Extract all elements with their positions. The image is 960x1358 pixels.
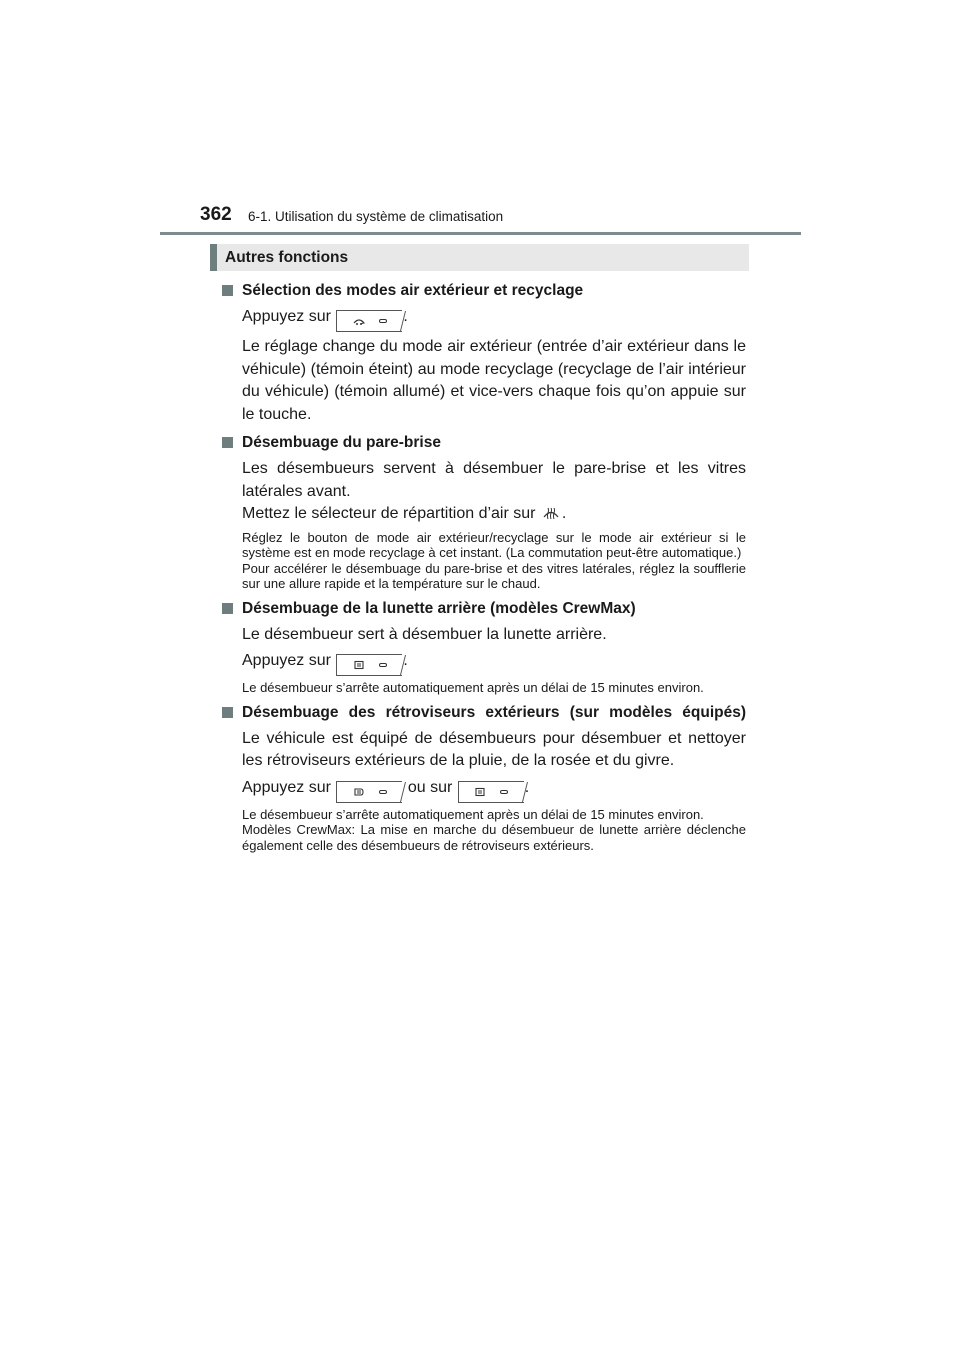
topic-recycle bbox=[222, 280, 746, 426]
header-divider bbox=[160, 232, 801, 235]
topic-title: Désembuage du pare-brise bbox=[222, 432, 746, 454]
section-title: Autres fonctions bbox=[225, 248, 349, 266]
rear-window-defogger-icon bbox=[353, 660, 365, 670]
topic-title: Désembuage des rétroviseurs extérieurs (sur modèles équipés) bbox=[222, 702, 746, 724]
rear-window-defogger-icon bbox=[474, 787, 486, 797]
windshield-defroster-icon bbox=[542, 505, 560, 521]
description: Le désembueur sert à désembuer la lunette arrière. bbox=[242, 625, 607, 643]
bullet-square bbox=[222, 603, 233, 614]
note: Pour accélérer le désembuage du pare-brise et des vitres latérales, réglez la soufflerie sur une allure rapide et la température sur le chaud. bbox=[242, 560, 746, 591]
indicator-light-icon bbox=[379, 663, 387, 667]
mirror-defogger-icon bbox=[353, 787, 365, 797]
rear-defogger-button[interactable] bbox=[458, 781, 524, 803]
indicator-light-icon bbox=[500, 790, 508, 794]
note: Le désembueur s’arrête automatiquement après un délai de 15 minutes environ. bbox=[242, 680, 704, 695]
note: Le désembueur s’arrête automatiquement après un délai de 15 minutes environ. bbox=[242, 806, 704, 822]
topic-rear-defog bbox=[222, 598, 746, 696]
section-header bbox=[210, 244, 749, 271]
description: Le réglage change du mode air extérieur (entrée d’air extérieur dans le véhicule) (témoin éteint) au mode recyclage (recyclage de l’air intérieur du véhicule) (témoin allumé) et vice-vers chaque fois qu’on appuie sur le touche. bbox=[242, 338, 746, 423]
instruction: Appuyez sur ou sur . bbox=[222, 777, 746, 803]
rear-defogger-button[interactable] bbox=[336, 654, 402, 676]
page-number: 362 bbox=[200, 204, 232, 225]
bullet-square bbox=[222, 707, 233, 718]
note: Modèles CrewMax: La mise en marche du désembueur de lunette arrière déclenche également celle des désembueurs de rétroviseurs extérieurs. bbox=[242, 822, 746, 853]
instruction: Appuyez sur . bbox=[222, 306, 746, 332]
recirculation-button[interactable] bbox=[336, 310, 402, 332]
indicator-light-icon bbox=[379, 790, 387, 794]
page-content bbox=[222, 276, 746, 859]
note: Réglez le bouton de mode air extérieur/recyclage sur le mode air extérieur si le système est en mode recyclage à cet instant. (La commutation peut-être automatique.) bbox=[242, 529, 746, 560]
bullet-square bbox=[222, 285, 233, 296]
description: Le véhicule est équipé de désembueurs pour désembuer et nettoyer les rétroviseurs extérieurs de la pluie, de la rosée et du givre. bbox=[242, 729, 746, 769]
topic-title: Désembuage de la lunette arrière (modèles CrewMax) bbox=[222, 598, 746, 620]
chapter-title: 6-1. Utilisation du système de climatisation bbox=[248, 209, 504, 224]
topic-title: Sélection des modes air extérieur et recyclage bbox=[222, 280, 746, 302]
bullet-square bbox=[222, 437, 233, 448]
recirculation-air-icon bbox=[353, 316, 365, 326]
mirror-defogger-button[interactable] bbox=[336, 781, 402, 803]
topic-windshield bbox=[222, 432, 746, 592]
topic-mirror-defog bbox=[222, 702, 746, 854]
indicator-light-icon bbox=[379, 319, 387, 323]
description: Les désembueurs servent à désembuer le pare-brise et les vitres latérales avant. bbox=[242, 460, 746, 500]
instruction: Mettez le sélecteur de répartition d’air sur . bbox=[242, 505, 567, 522]
instruction: Appuyez sur . bbox=[222, 650, 746, 676]
